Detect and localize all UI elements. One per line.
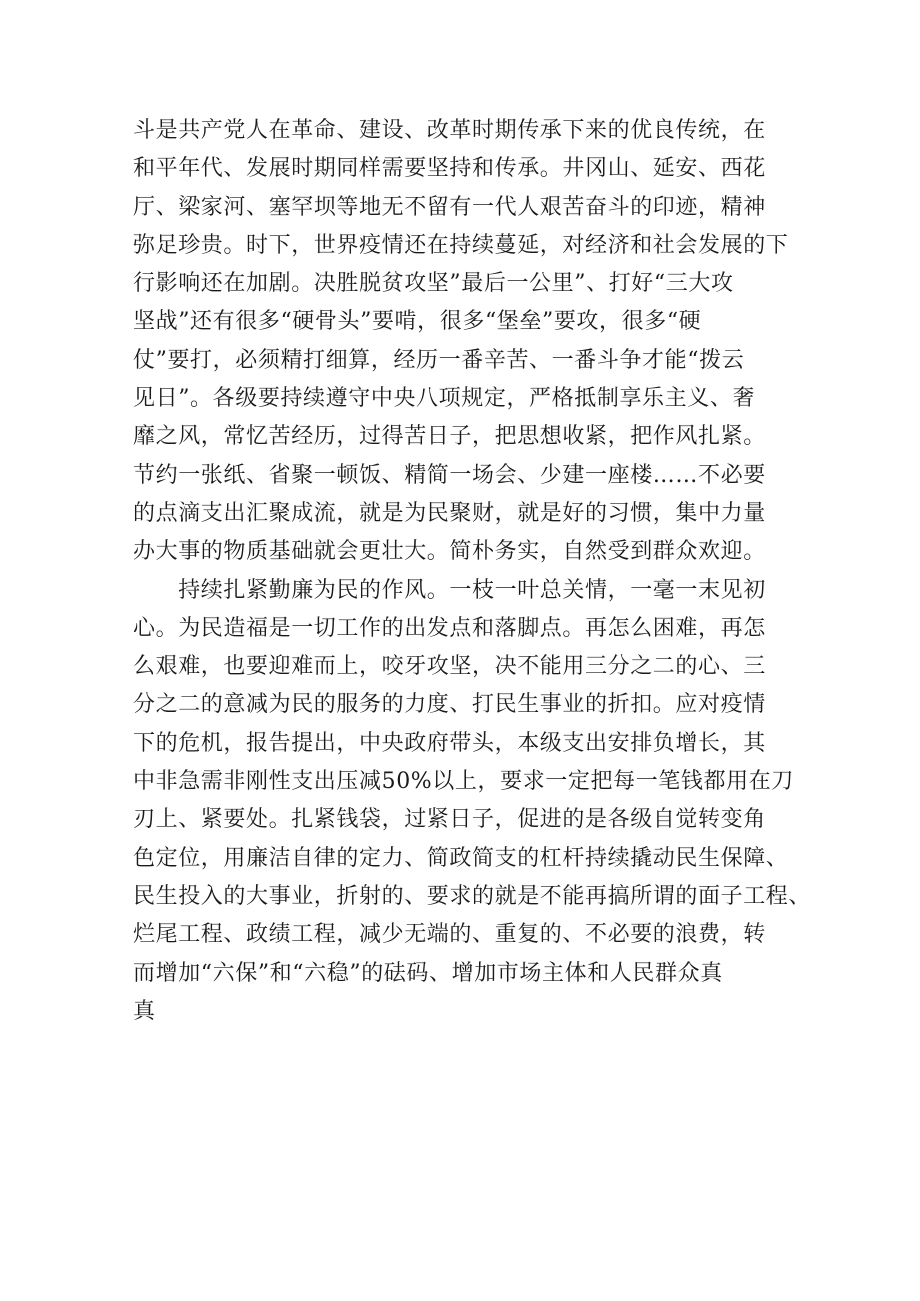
text-line: 坚战”还有很多“硬骨头”要啃，很多“堡垒”要攻，很多“硬 (133, 309, 702, 335)
text-line: 斗是共产党人在革命、建设、改革时期传承下来的优良传统，在 (133, 118, 766, 143)
text-line: 下的危机，报告提出，中央政府带头，本级支出安排负增长，其 (133, 730, 766, 756)
text-line: 中非急需非刚性支出压减50%以上，要求一定把每一笔钱都用在刀 (133, 769, 794, 795)
text-line: 而增加“六保”和“六稳”的砝码、增加市场主体和人民群众真 (133, 960, 723, 986)
text-line: 么艰难，也要迎难而上，咬牙攻坚，决不能用三分之二的心、三 (133, 654, 766, 680)
text-line: 刃上、紧要处。扎紧钱袋，过紧日子，促进的是各级自觉转变角 (133, 807, 766, 833)
text-line: 靡之风，常忆苦经历，过得苦日子，把思想收紧，把作风扎紧。 (133, 424, 766, 450)
text-line: 色定位，用廉洁自律的定力、简政简支的杠杆持续撬动民生保障、 (133, 845, 789, 871)
text-line: 心。为民造福是一切工作的出发点和落脚点。再怎么困难，再怎 (133, 615, 766, 641)
text-line: 见日”。各级要持续遵守中央八项规定，严格抵制享乐主义、奢 (133, 386, 756, 412)
text-line: 真 (133, 998, 156, 1024)
text-line: 弥足珍贵。时下，世界疫情还在持续蔓延，对经济和社会发展的下 (133, 232, 789, 258)
text-line: 烂尾工程、政绩工程，减少无端的、重复的、不必要的浪费，转 (133, 922, 766, 948)
body-text (133, 112, 812, 1031)
text-line: 行影响还在加剧。决胜脱贫攻坚”最后一公里”、打好“三大攻 (133, 271, 734, 297)
text-line: 持续扎紧勤廉为民的作风。一枝一叶总关情，一毫一末见初 (133, 577, 766, 603)
text-line: 办大事的物质基础就会更壮大。简朴务实，自然受到群众欢迎。 (133, 539, 766, 565)
text-line: 民生投入的大事业，折射的、要求的就是不能再搞所谓的面子工程、 (133, 883, 812, 909)
text-line: 仗”要打，必须精打细算，经历一番辛苦、一番斗争才能“拨云 (133, 347, 745, 373)
text-line: 和平年代、发展时期同样需要坚持和传承。井冈山、延安、西花 (133, 156, 766, 182)
text-line: 分之二的意减为民的服务的力度、打民生事业的折扣。应对疫情 (133, 692, 766, 718)
text-line: 厅、梁家河、塞罕坝等地无不留有一代人艰苦奋斗的印迹，精神 (133, 194, 766, 220)
text-line: 的点滴支出汇聚成流，就是为民聚财，就是好的习惯，集中力量 (133, 500, 766, 526)
text-line: 节约一张纸、省聚一顿饭、精简一场会、少建一座楼……不必要 (133, 462, 766, 488)
paragraph-2 (133, 572, 812, 1032)
paragraph-1 (133, 112, 803, 572)
